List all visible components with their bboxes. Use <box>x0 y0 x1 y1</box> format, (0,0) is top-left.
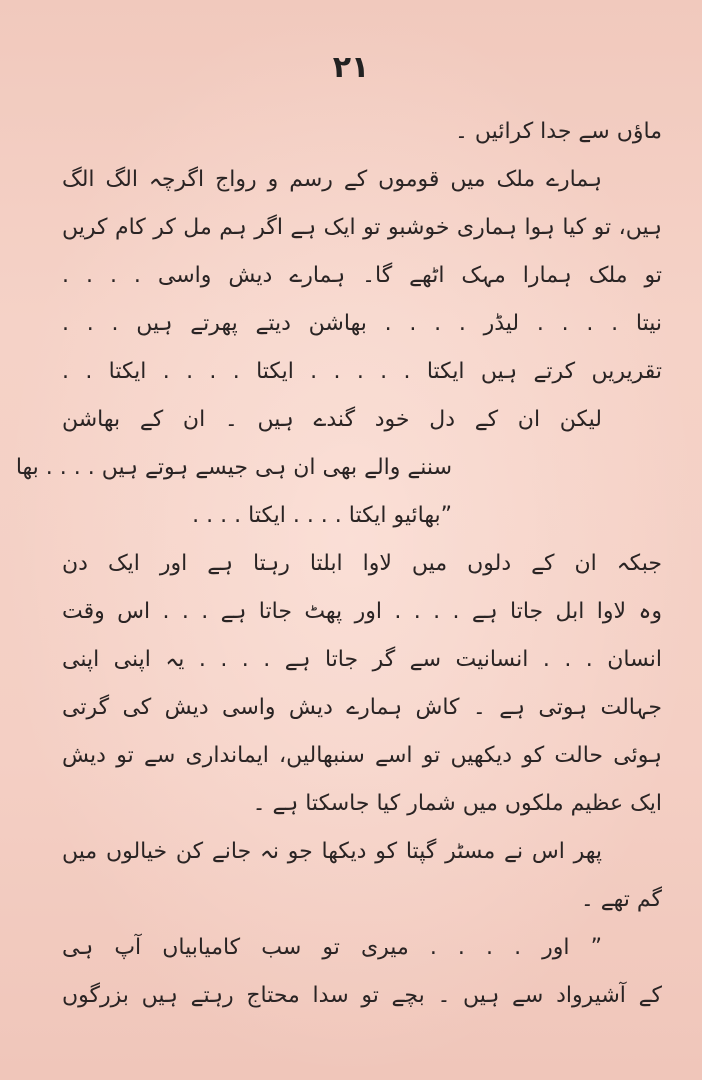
text-line: وہ لاوا ابل جاتا ہے . . . . اور پھٹ جاتا ہے . . . اس وقت <box>62 599 662 624</box>
text-line: جبکہ ان کے دلوں میں لاوا ابلتا رہتا ہے اور ایک دن <box>62 551 662 576</box>
text-line: ہمارے ملک میں قوموں کے رسم و رواج اگرچہ الگ الگ <box>62 167 602 192</box>
text-line: ” اور . . . . میری تو سب کامیابیاں آپ ہی <box>62 935 602 960</box>
text-line: تقریریں کرتے ہیں ایکتا . . . . . ایکتا . . . . ایکتا . . <box>62 359 662 384</box>
body-text <box>15 108 662 1020</box>
text-line: پھر اس نے مسٹر گپتا کو دیکھا جو نہ جانے کن خیالوں میں <box>62 839 602 864</box>
text-line: سننے والے بھی ان ہی جیسے ہوتے ہیں . . . . بھا <box>15 455 452 480</box>
text-line: ایک عظیم ملکوں میں شمار کیا جاسکتا ہے ۔ <box>252 791 662 816</box>
text-line: ہیں، تو کیا ہوا ہماری خوشبو تو ایک ہے اگر ہم مل کر کام کریں <box>62 215 662 240</box>
text-line: انسان . . . انسانیت سے گر جاتا ہے . . . . یہ اپنی اپنی <box>62 647 662 672</box>
page-number: ۲۱ <box>332 50 370 85</box>
text-line: ”بھائیو ایکتا . . . . ایکتا . . . . <box>192 503 452 528</box>
text-line: گم تھے ۔ <box>580 887 662 912</box>
text-line: تو ملک ہمارا مہک اٹھے گا۔ ہمارے دیش واسی . . . . <box>62 263 662 288</box>
text-line: ماؤں سے جدا کرائیں ۔ <box>455 119 662 144</box>
text-line: لیکن ان کے دل خود گندے ہیں ۔ ان کے بھاشن <box>62 407 602 432</box>
text-line: جہالت ہوتی ہے ۔ کاش ہمارے دیش واسی دیش کی گرتی <box>62 695 662 720</box>
text-line: نیتا . . . . لیڈر . . . . بھاشن دیتے پھرتے ہیں . . . <box>62 311 662 336</box>
text-line: کے آشیرواد سے ہیں ۔ بچے تو سدا محتاج رہتے ہیں بزرگوں <box>62 983 662 1008</box>
text-line: ہوئی حالت کو دیکھیں تو اسے سنبھالیں، ایمانداری سے تو دیش <box>62 743 662 768</box>
